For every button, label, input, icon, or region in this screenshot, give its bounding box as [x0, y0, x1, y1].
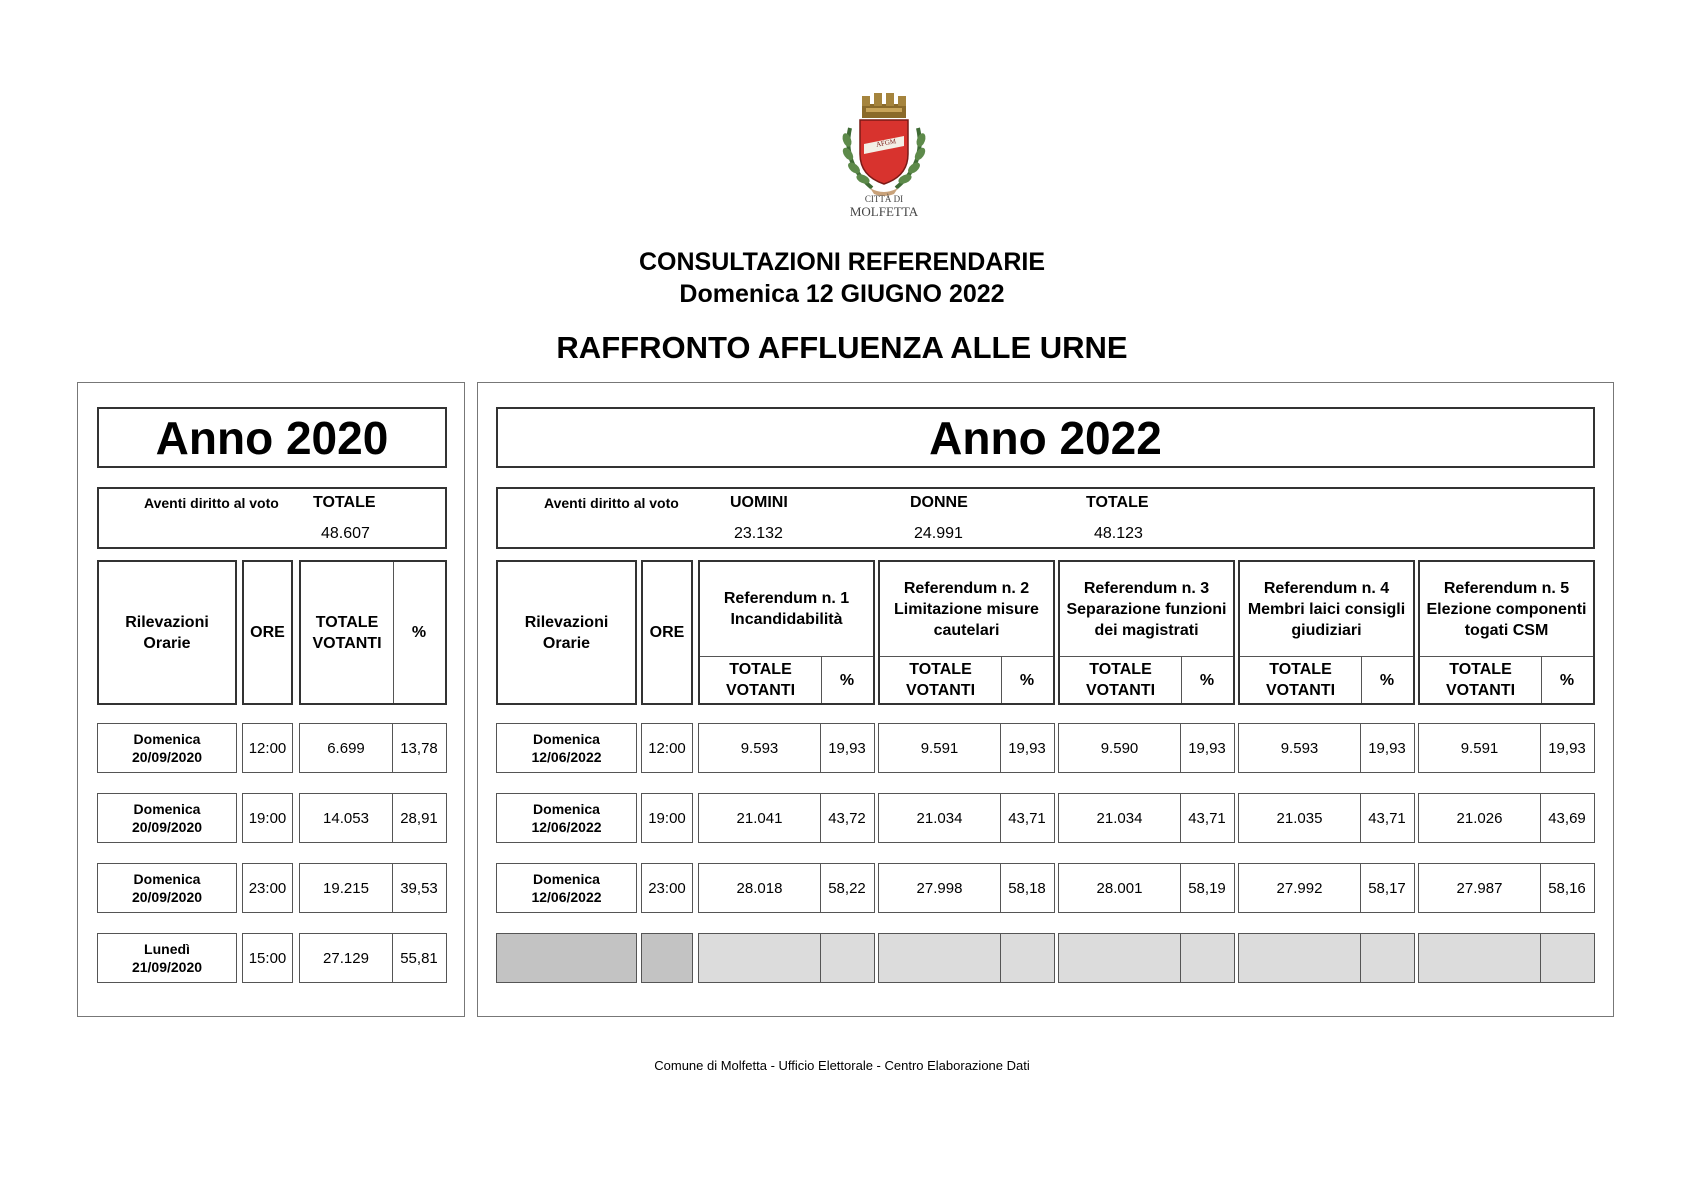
aventi-2022-box: [496, 487, 1595, 549]
aventi-2020-totale-label: TOTALE: [313, 494, 376, 511]
row-2022-perc: 43,71: [1008, 809, 1046, 827]
row-2022-perc: 58,16: [1548, 879, 1586, 897]
row-2022-votanti: 21.034: [916, 809, 963, 827]
header-2020-ore: ORE: [242, 560, 293, 705]
uomini-value: 23.132: [734, 525, 783, 542]
logo-caption-line1: CITTÀ DI: [864, 194, 904, 204]
row-2022-date: 12/06/2022: [531, 749, 602, 765]
row-2020-perc: 13,78: [400, 739, 438, 757]
aventi-2020-totale-value: 48.607: [321, 525, 370, 542]
row-2022-values-box: [1238, 793, 1415, 843]
row-2022-votanti: 28.018: [736, 879, 783, 897]
row-2022-perc: 43,71: [1188, 809, 1226, 827]
referendum-votanti-header: TOTALE VOTANTI: [1265, 661, 1336, 699]
row-2020-values-box: [299, 933, 447, 983]
referendum-perc-header: %: [839, 671, 855, 689]
row-2020-votanti: 14.053: [323, 809, 369, 827]
row-2020-values-box: [299, 723, 447, 773]
row-2020-perc: 39,53: [400, 879, 438, 897]
referendum-title: Referendum n. 4 Membri laici consigli giudiziari: [1247, 579, 1406, 639]
row-2020-votanti: 27.129: [323, 949, 369, 967]
row-2022-votanti: 9.590: [1100, 739, 1139, 757]
row-2022-votanti: 27.998: [916, 879, 963, 897]
row-2022-perc: 58,18: [1008, 879, 1046, 897]
referendum-title: Referendum n. 3 Separazione funzioni dei magistrati: [1066, 579, 1227, 639]
row-2022-votanti: 9.593: [740, 739, 779, 757]
header-2022-rilevazioni: Rilevazioni Orarie: [496, 560, 637, 705]
row-2022-votanti: 9.591: [920, 739, 959, 757]
row-2022-values-box: [1058, 793, 1235, 843]
row-2020-ore: 19:00: [242, 793, 293, 843]
year-2020-title: Anno 2020: [97, 407, 447, 468]
uomini-label: UOMINI: [730, 494, 788, 511]
logo-shield-letters: AFGM: [875, 137, 897, 149]
row-2020-date-cell: [97, 793, 237, 843]
row-2022-values-box: [1238, 723, 1415, 773]
row-2020-votanti: 19.215: [323, 879, 369, 897]
row-2022-day: Domenica: [533, 801, 600, 817]
row-2022-perc: 19,93: [1008, 739, 1046, 757]
row-2022-ore: 19:00: [641, 793, 693, 843]
row-2022-empty-values-box: [1058, 933, 1235, 983]
header-2022-ore: ORE: [641, 560, 693, 705]
row-2022-empty-ore-cell: [641, 933, 693, 983]
referendum-perc-header: %: [1199, 671, 1215, 689]
row-2022-perc: 19,93: [1188, 739, 1226, 757]
row-2022-perc: 19,93: [1368, 739, 1406, 757]
row-2022-ore: 23:00: [641, 863, 693, 913]
row-2020-ore: 15:00: [242, 933, 293, 983]
referendum-votanti-header: TOTALE VOTANTI: [725, 661, 796, 699]
row-2022-votanti: 9.591: [1460, 739, 1499, 757]
row-2020-ore: 23:00: [242, 863, 293, 913]
row-2022-votanti: 28.001: [1096, 879, 1143, 897]
row-2022-values-box: [1418, 793, 1595, 843]
row-2022-values-box: [878, 793, 1055, 843]
row-2022-empty-values-box: [878, 933, 1055, 983]
aventi-2022-label: Aventi diritto al voto: [544, 495, 679, 511]
referendum-title: Referendum n. 5 Elezione componenti togati CSM: [1426, 579, 1587, 639]
row-2022-values-box: [1238, 863, 1415, 913]
row-2020-day: Domenica: [133, 731, 201, 747]
row-2022-votanti: 21.035: [1276, 809, 1323, 827]
referendum-header-box: [1418, 560, 1595, 705]
row-2020-date: 21/09/2020: [131, 959, 203, 975]
header-2020-votanti-box: [299, 560, 447, 705]
row-2020-votanti: 6.699: [327, 739, 365, 757]
row-2020-date: 20/09/2020: [131, 749, 203, 765]
referendum-votanti-header: TOTALE VOTANTI: [1085, 661, 1156, 699]
row-2022-perc: 43,72: [828, 809, 866, 827]
row-2022-date-cell: [496, 723, 637, 773]
row-2022-date-cell: [496, 793, 637, 843]
aventi-2020-box: [97, 487, 447, 549]
row-2022-votanti: 21.034: [1096, 809, 1143, 827]
row-2022-values-box: [1058, 723, 1235, 773]
header-2020-rilevazioni: Rilevazioni Orarie: [97, 560, 237, 705]
row-2020-day: Domenica: [133, 801, 201, 817]
row-2022-empty-values-box: [698, 933, 875, 983]
referendum-perc-header: %: [1379, 671, 1395, 689]
row-2022-date: 12/06/2022: [531, 819, 602, 835]
row-2020-values-box: [299, 863, 447, 913]
row-2022-values-box: [1418, 723, 1595, 773]
header-2020-perc: %: [411, 624, 427, 641]
row-2020-perc: 55,81: [400, 949, 438, 967]
referendum-title: Referendum n. 1 Incandidabilità: [723, 590, 850, 628]
row-2022-empty-date-cell: [496, 933, 637, 983]
header-line-2: Domenica 12 GIUGNO 2022: [679, 280, 1005, 308]
row-2020-date: 20/09/2020: [131, 889, 203, 905]
row-2020-date-cell: [97, 723, 237, 773]
row-2022-perc: 19,93: [1548, 739, 1586, 757]
year-2022-title: Anno 2022: [496, 407, 1595, 468]
row-2020-perc: 28,91: [400, 809, 438, 827]
donne-label: DONNE: [910, 494, 968, 511]
referendum-header-box: [878, 560, 1055, 705]
referendum-header-box: [698, 560, 875, 705]
row-2022-perc: 43,69: [1548, 809, 1586, 827]
row-2022-votanti: 9.593: [1280, 739, 1319, 757]
row-2020-date-cell: [97, 863, 237, 913]
row-2020-day: Domenica: [133, 871, 201, 887]
row-2022-votanti: 27.992: [1276, 879, 1323, 897]
footer-text: Comune di Molfetta - Ufficio Elettorale - Centro Elaborazione Dati: [654, 1058, 1030, 1073]
row-2022-values-box: [698, 723, 875, 773]
row-2022-perc: 43,71: [1368, 809, 1406, 827]
row-2020-date-cell: [97, 933, 237, 983]
row-2022-values-box: [698, 863, 875, 913]
header-2020-votanti: TOTALE VOTANTI: [312, 613, 382, 652]
referendum-header-box: [1238, 560, 1415, 705]
referendum-votanti-header: TOTALE VOTANTI: [1445, 661, 1516, 699]
referendum-perc-header: %: [1559, 671, 1575, 689]
row-2022-ore: 12:00: [641, 723, 693, 773]
row-2022-votanti: 21.026: [1456, 809, 1503, 827]
aventi-2020-label: Aventi diritto al voto: [144, 495, 279, 511]
row-2022-empty-values-box: [1418, 933, 1595, 983]
row-2022-perc: 58,22: [828, 879, 866, 897]
row-2022-votanti: 27.987: [1456, 879, 1503, 897]
row-2022-values-box: [878, 863, 1055, 913]
row-2022-day: Domenica: [533, 731, 600, 747]
totale-2022-value: 48.123: [1094, 525, 1143, 542]
row-2022-date-cell: [496, 863, 637, 913]
referendum-votanti-header: TOTALE VOTANTI: [905, 661, 976, 699]
row-2022-values-box: [1058, 863, 1235, 913]
row-2022-perc: 58,19: [1188, 879, 1226, 897]
referendum-perc-header: %: [1019, 671, 1035, 689]
referendum-title: Referendum n. 2 Limitazione misure cautelari: [894, 579, 1039, 639]
row-2022-values-box: [698, 793, 875, 843]
header-line-1: CONSULTAZIONI REFERENDARIE: [638, 248, 1046, 276]
row-2020-day: Lunedì: [144, 941, 190, 957]
row-2022-day: Domenica: [533, 871, 600, 887]
row-2022-date: 12/06/2022: [531, 889, 602, 905]
referendum-header-box: [1058, 560, 1235, 705]
donne-value: 24.991: [914, 525, 963, 542]
logo-caption-line2: MOLFETTA: [849, 204, 919, 219]
row-2020-date: 20/09/2020: [131, 819, 203, 835]
row-2022-perc: 19,93: [828, 739, 866, 757]
row-2022-values-box: [1418, 863, 1595, 913]
row-2022-empty-values-box: [1238, 933, 1415, 983]
row-2020-values-box: [299, 793, 447, 843]
row-2022-values-box: [878, 723, 1055, 773]
row-2022-perc: 58,17: [1368, 879, 1406, 897]
page-title: RAFFRONTO AFFLUENZA ALLE URNE: [556, 330, 1128, 365]
city-logo: [836, 88, 932, 218]
row-2020-ore: 12:00: [242, 723, 293, 773]
row-2022-votanti: 21.041: [736, 809, 783, 827]
totale-2022-label: TOTALE: [1086, 494, 1149, 511]
